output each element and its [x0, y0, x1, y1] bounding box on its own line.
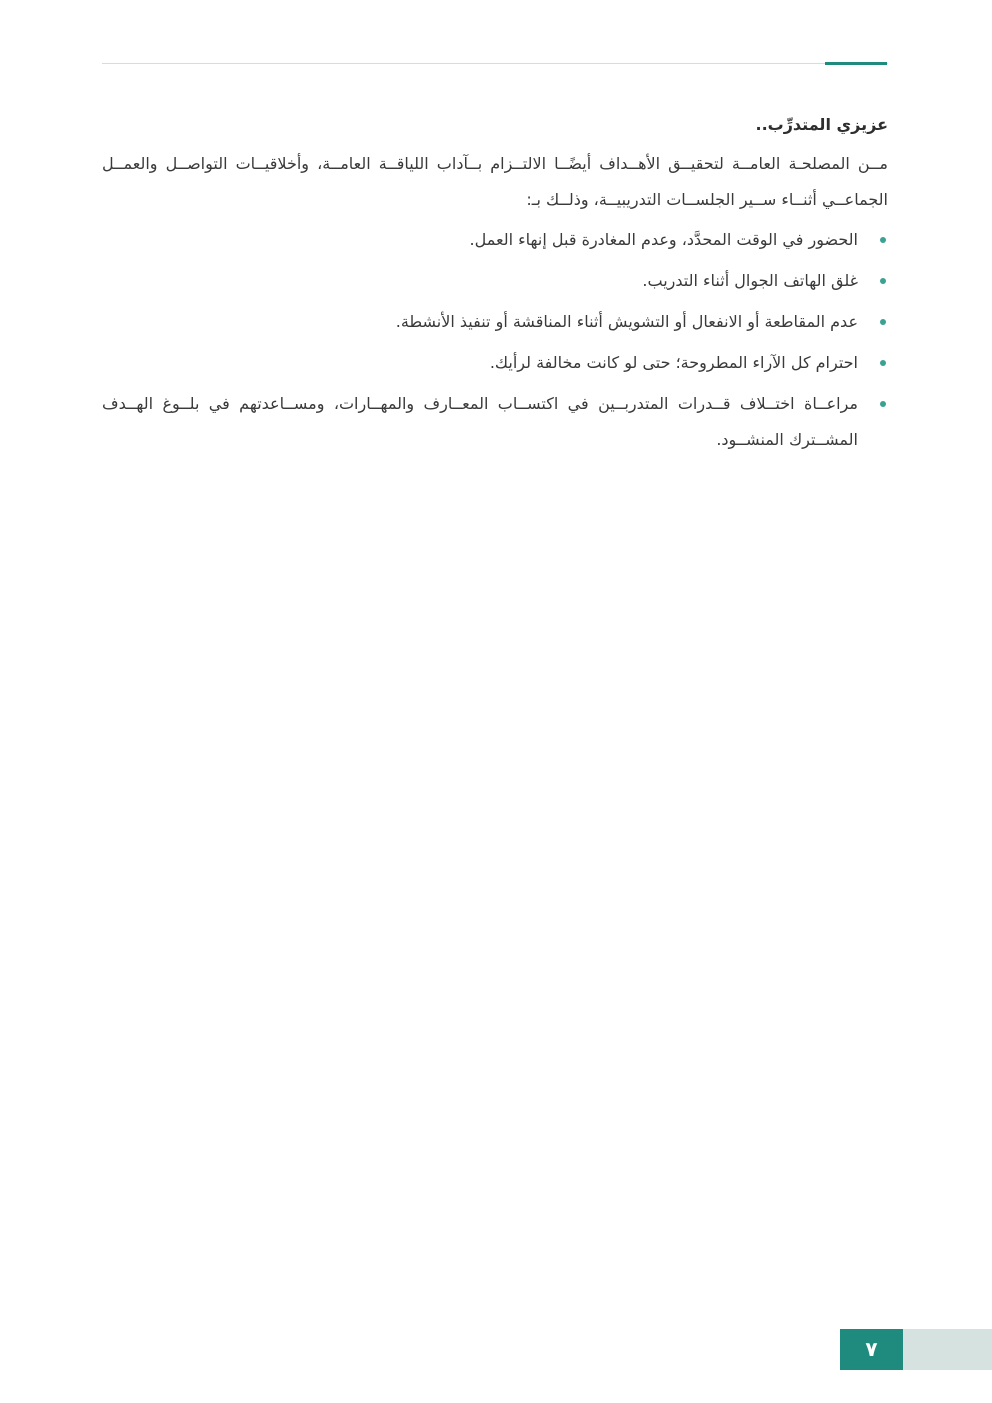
rule-item-punctuality	[102, 222, 888, 258]
rule-item-respect	[102, 345, 888, 381]
bullet-icon	[880, 237, 886, 243]
rule-text: احترام كل الآراء المطروحة؛ حتى لو كانت مخالفة لرأيك.	[489, 353, 858, 372]
bullet-icon	[880, 401, 886, 407]
page-number: ٧	[840, 1329, 903, 1370]
greeting-heading: عزيزي المتدرِّب..	[755, 115, 888, 134]
bullet-icon	[880, 319, 886, 325]
page-content	[102, 108, 888, 463]
rule-item-no-interruption	[102, 304, 888, 340]
header-accent-bar	[825, 62, 887, 65]
rule-text: الحضور في الوقت المحدَّد، وعدم المغادرة قبل إنهاء العمل.	[469, 230, 858, 249]
rule-item-phone	[102, 263, 888, 299]
header-divider	[102, 63, 888, 64]
rule-text: عدم المقاطعة أو الانفعال أو التشويش أثناء المناقشة أو تنفيذ الأنشطة.	[395, 312, 858, 331]
intro-paragraph: مــن المصلحـة العامــة لتحقيــق الأهــداف أيضًــا الالتــزام بــآداب اللياقــة العامــة، وأخلاقيــات التواصــل والعمــل الجماعــي أثنــاء ســير الجلســات التدريبيــة، وذلــك بـ:	[102, 154, 888, 209]
rule-item-abilities	[102, 386, 888, 458]
bullet-icon	[880, 360, 886, 366]
rule-text: مراعــاة اختــلاف قــدرات المتدربــين في اكتســاب المعــارف والمهــارات، ومســاعدتهم في بلــوغ الهــدف المشــترك المنشــود.	[102, 394, 858, 449]
rule-text: غلق الهاتف الجوال أثناء التدريب.	[642, 271, 858, 290]
footer-band	[903, 1329, 992, 1370]
rules-list	[102, 222, 888, 458]
bullet-icon	[880, 278, 886, 284]
